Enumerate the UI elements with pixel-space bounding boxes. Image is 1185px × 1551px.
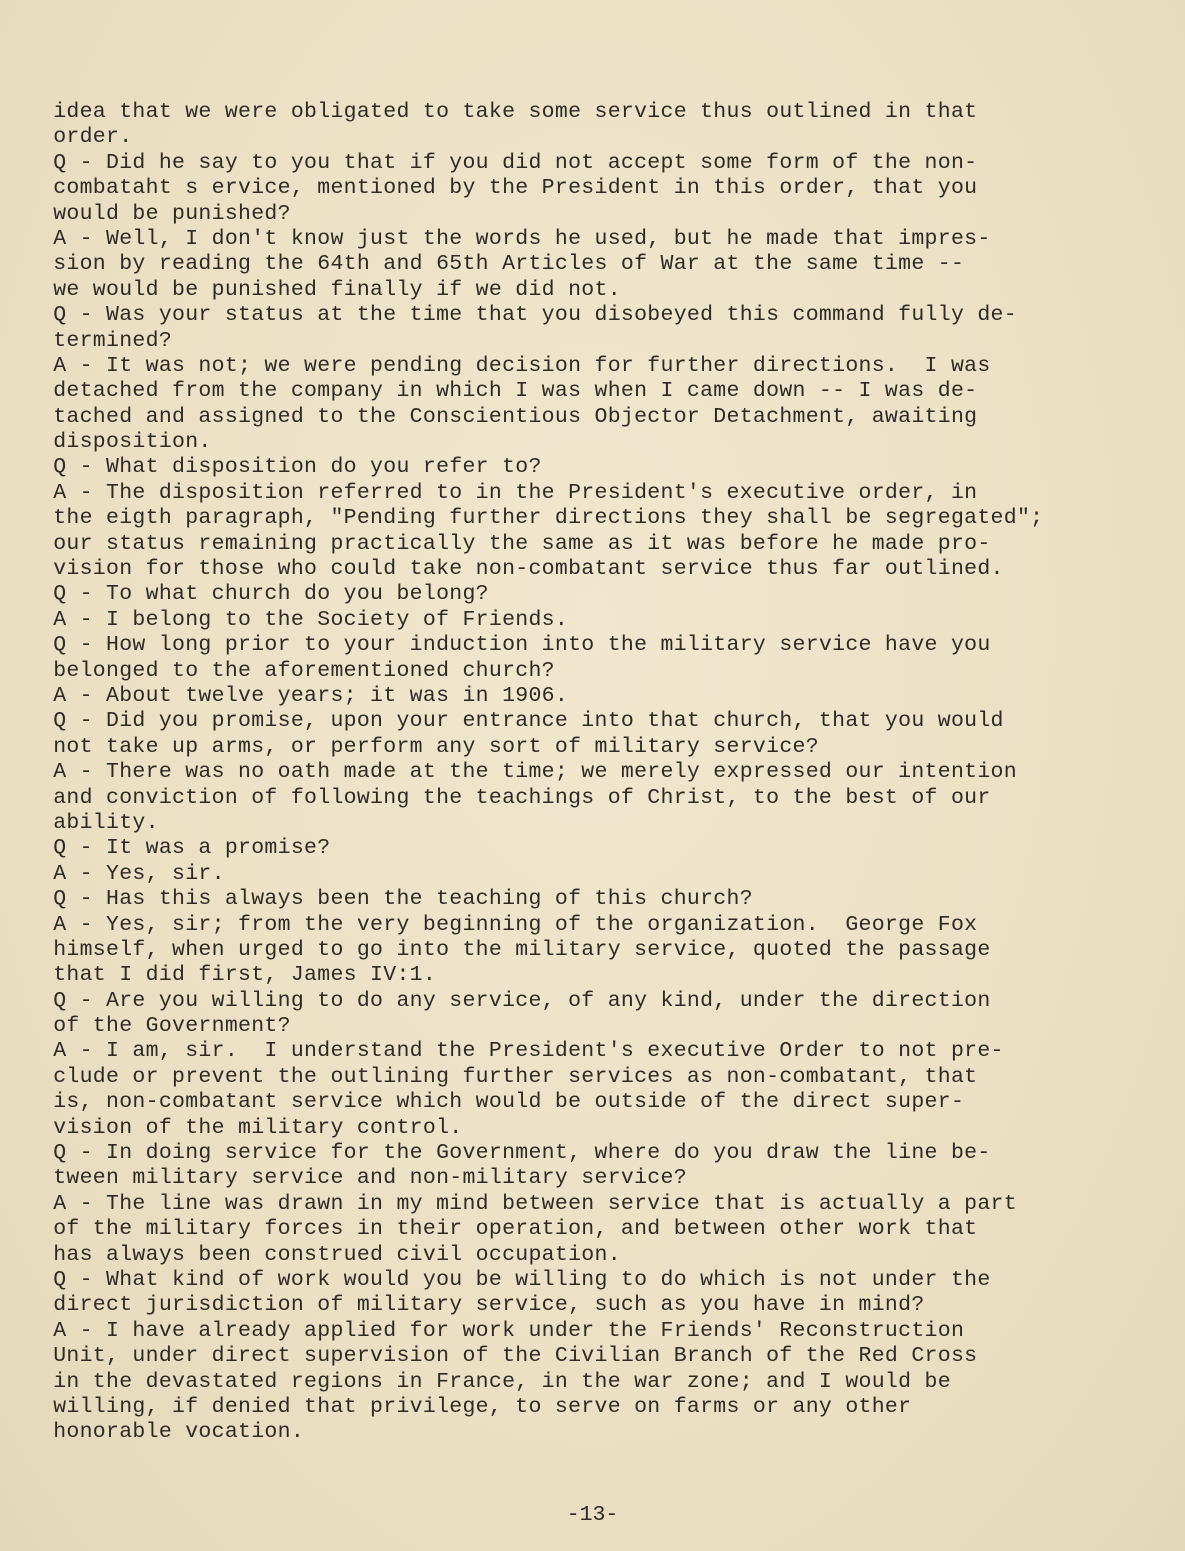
text-line: termined? [40,328,173,353]
text-line: idea that we were obligated to take some service thus outlined in that [40,100,978,124]
text-line: Q - Has this always been the teaching of this church? [40,887,753,912]
text-line: the eigth paragraph, "Pending further directions they shall be segregated"; [40,506,1044,531]
text-line: A - It was not; we were pending decision for further directions. I was [40,353,991,378]
text-line: A - The disposition referred to in the President's executive order, in [40,480,978,505]
text-line: direct jurisdiction of military service, such as you have in mind? [40,1293,925,1318]
text-line: has always been construed civil occupation. [40,1242,621,1267]
text-line: not take up arms, or perform any sort of military service? [40,734,819,759]
text-line: of the Government? [40,1014,291,1039]
text-line: A - I am, sir. I understand the President's executive Order to not pre- [40,1039,1004,1064]
text-line: we would be punished finally if we did not. [40,277,621,302]
text-line: Q - What disposition do you refer to? [40,455,542,480]
text-line: vision for those who could take non-combatant service thus far outlined. [40,557,1004,582]
text-line: A - About twelve years; it was in 1906. [40,683,569,708]
text-line: A - Yes, sir; from the very beginning of the organization. George Fox [40,912,978,937]
text-line: tached and assigned to the Conscientious Objector Detachment, awaiting [40,404,978,429]
text-line: Q - Did he say to you that if you did not accept some form of the non- [40,150,978,175]
text-line: and conviction of following the teachings of Christ, to the best of our [40,785,991,810]
text-line: A - I have already applied for work under the Friends' Reconstruction [40,1318,965,1343]
text-line: in the devastated regions in France, in the war zone; and I would be [40,1369,951,1394]
text-line: Q - It was a promise? [40,836,331,861]
text-line: detached from the company in which I was when I came down -- I was de- [40,379,978,404]
text-line: Q - In doing service for the Government, where do you draw the line be- [40,1141,991,1166]
transcript-body [40,100,1160,1446]
text-line: clude or prevent the outlining further services as non-combatant, that [40,1064,978,1089]
text-line: A - I belong to the Society of Friends. [40,607,569,632]
text-line: that I did first, James IV:1. [40,963,437,988]
text-line: Unit, under direct supervision of the Civilian Branch of the Red Cross [40,1344,978,1369]
text-line: Q - Did you promise, upon your entrance into that church, that you would [40,709,1004,734]
text-line: willing, if denied that privilege, to serve on farms or any other [40,1394,912,1419]
text-line: tween military service and non-military service? [40,1166,687,1191]
text-line: Q - Are you willing to do any service, of any kind, under the direction [40,988,991,1013]
text-line: order. [40,125,133,150]
text-line: ability. [40,810,159,835]
text-line: disposition. [40,430,212,455]
page-number: -13- [566,1503,619,1527]
text-line: A - The line was drawn in my mind between service that is actually a part [40,1191,1017,1216]
text-line: our status remaining practically the same as it was before he made pro- [40,531,991,556]
text-line: of the military forces in their operation, and between other work that [40,1217,978,1242]
text-line: A - Yes, sir. [40,861,225,886]
text-line: A - Well, I don't know just the words he used, but he made that impres- [40,226,991,251]
text-line: belonged to the aforementioned church? [40,658,555,683]
text-line: Q - Was your status at the time that you disobeyed this command fully de- [40,303,1017,328]
text-line: vision of the military control. [40,1115,463,1140]
text-line: Q - How long prior to your induction into the military service have you [40,633,991,658]
text-line: Q - What kind of work would you be willing to do which is not under the [40,1267,991,1292]
text-line: honorable vocation. [40,1420,305,1445]
text-line: is, non-combatant service which would be outside of the direct super- [40,1090,965,1115]
text-line: himself, when urged to go into the military service, quoted the passage [40,937,991,962]
text-line: would be punished? [40,201,291,226]
text-line: A - There was no oath made at the time; we merely expressed our intention [40,760,1017,785]
text-line: combataht s ervice, mentioned by the President in this order, that you [40,176,978,201]
text-line: sion by reading the 64th and 65th Articles of War at the same time -- [40,252,965,277]
text-line: Q - To what church do you belong? [40,582,489,607]
